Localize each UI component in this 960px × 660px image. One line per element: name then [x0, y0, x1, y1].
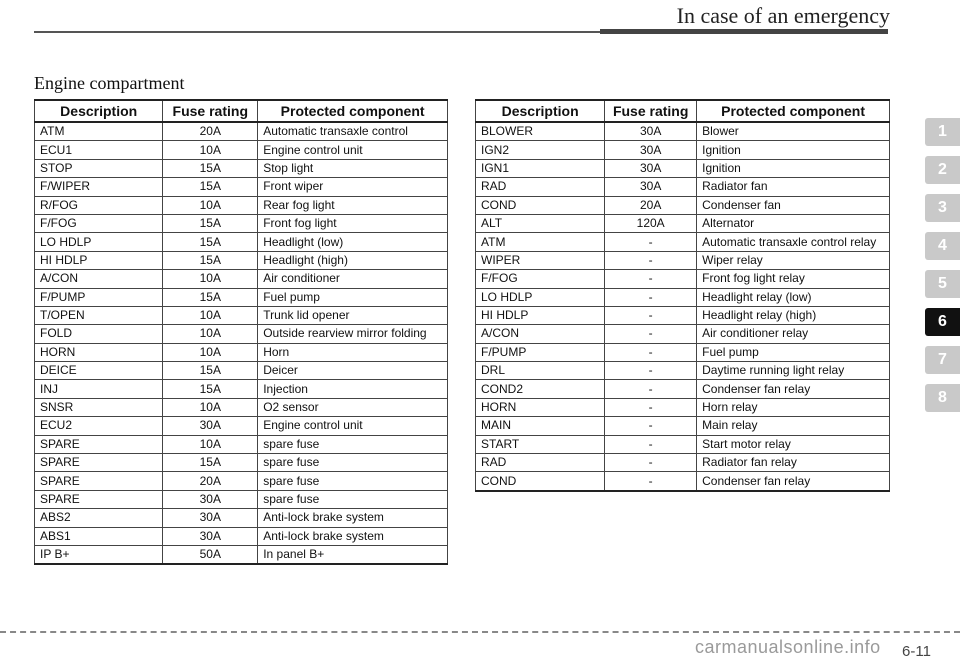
- component-cell: Fuel pump: [258, 288, 448, 306]
- description-cell: F/FOG: [35, 214, 163, 232]
- description-cell: HI HDLP: [476, 306, 605, 324]
- component-cell: spare fuse: [258, 490, 448, 508]
- rating-cell: 20A: [163, 122, 258, 141]
- rating-cell: 50A: [163, 545, 258, 564]
- fuse-table-right: [475, 99, 890, 492]
- component-cell: spare fuse: [258, 472, 448, 490]
- table-row: [35, 380, 448, 398]
- rating-cell: 30A: [605, 141, 697, 159]
- rating-cell: -: [605, 306, 697, 324]
- description-cell: A/CON: [476, 325, 605, 343]
- component-cell: Condenser fan relay: [697, 380, 890, 398]
- component-cell: Stop light: [258, 159, 448, 177]
- description-cell: SPARE: [35, 490, 163, 508]
- rating-cell: 30A: [163, 527, 258, 545]
- component-cell: Automatic transaxle control relay: [697, 233, 890, 251]
- rating-cell: 15A: [163, 159, 258, 177]
- table-row: [35, 214, 448, 232]
- component-cell: Engine control unit: [258, 417, 448, 435]
- component-cell: Condenser fan: [697, 196, 890, 214]
- description-cell: START: [476, 435, 605, 453]
- component-cell: Trunk lid opener: [258, 306, 448, 324]
- chapter-tab-8[interactable]: [925, 384, 960, 412]
- component-cell: spare fuse: [258, 454, 448, 472]
- table-row: [476, 288, 890, 306]
- column-header-description: Description: [476, 100, 605, 122]
- rating-cell: -: [605, 380, 697, 398]
- table-row: [35, 509, 448, 527]
- description-cell: LO HDLP: [476, 288, 605, 306]
- table-row: [476, 270, 890, 288]
- table-row: [476, 306, 890, 324]
- rating-cell: -: [605, 343, 697, 361]
- description-cell: WIPER: [476, 251, 605, 269]
- component-cell: Air conditioner: [258, 270, 448, 288]
- rating-cell: 15A: [163, 251, 258, 269]
- description-cell: F/PUMP: [35, 288, 163, 306]
- watermark: carmanualsonline.info: [695, 637, 881, 657]
- description-cell: DRL: [476, 362, 605, 380]
- table-row: [35, 343, 448, 361]
- table-row: [35, 362, 448, 380]
- table-row: [35, 270, 448, 288]
- component-cell: Start motor relay: [697, 435, 890, 453]
- description-cell: COND: [476, 472, 605, 491]
- rating-cell: -: [605, 270, 697, 288]
- component-cell: Headlight relay (high): [697, 306, 890, 324]
- rating-cell: 10A: [163, 343, 258, 361]
- description-cell: ECU2: [35, 417, 163, 435]
- description-cell: ABS1: [35, 527, 163, 545]
- description-cell: STOP: [35, 159, 163, 177]
- table-row: [476, 454, 890, 472]
- description-cell: HORN: [35, 343, 163, 361]
- chapter-tab-4[interactable]: [925, 232, 960, 260]
- component-cell: Anti-lock brake system: [258, 509, 448, 527]
- component-cell: Anti-lock brake system: [258, 527, 448, 545]
- description-cell: IGN1: [476, 159, 605, 177]
- table-row: [35, 288, 448, 306]
- rating-cell: 15A: [163, 288, 258, 306]
- component-cell: Horn: [258, 343, 448, 361]
- rating-cell: 15A: [163, 214, 258, 232]
- rating-cell: -: [605, 417, 697, 435]
- chapter-tab-label: 2: [938, 161, 947, 178]
- description-cell: COND: [476, 196, 605, 214]
- component-cell: Ignition: [697, 141, 890, 159]
- chapter-tab-6[interactable]: [925, 308, 960, 336]
- description-cell: F/PUMP: [476, 343, 605, 361]
- description-cell: R/FOG: [35, 196, 163, 214]
- description-cell: ABS2: [35, 509, 163, 527]
- table-row: [35, 472, 448, 490]
- table-row: [476, 214, 890, 232]
- component-cell: Main relay: [697, 417, 890, 435]
- column-header-description: Description: [35, 100, 163, 122]
- component-cell: Automatic transaxle control: [258, 122, 448, 141]
- column-header-rating: Fuse rating: [163, 100, 258, 122]
- description-cell: RAD: [476, 454, 605, 472]
- page-header-title: In case of an emergency: [676, 3, 890, 28]
- table-row: [476, 398, 890, 416]
- rating-cell: 20A: [163, 472, 258, 490]
- rating-cell: -: [605, 288, 697, 306]
- chapter-tab-label: 3: [938, 199, 947, 216]
- table-row: [476, 435, 890, 453]
- description-cell: SPARE: [35, 472, 163, 490]
- component-cell: Front fog light relay: [697, 270, 890, 288]
- table-row: [35, 398, 448, 416]
- table-row: [35, 545, 448, 564]
- description-cell: ATM: [476, 233, 605, 251]
- table-row: [476, 141, 890, 159]
- table-row: [476, 159, 890, 177]
- table-row: [476, 343, 890, 361]
- table-row: [476, 417, 890, 435]
- header-rule-accent: [600, 29, 888, 34]
- table-row: [35, 141, 448, 159]
- chapter-tab-label: 8: [938, 389, 947, 406]
- rating-cell: 15A: [163, 362, 258, 380]
- rating-cell: 15A: [163, 380, 258, 398]
- description-cell: SPARE: [35, 454, 163, 472]
- table-row: [35, 490, 448, 508]
- description-cell: COND2: [476, 380, 605, 398]
- table-row: [35, 178, 448, 196]
- table-row: [476, 233, 890, 251]
- component-cell: Alternator: [697, 214, 890, 232]
- chapter-tab-label: 4: [938, 237, 947, 254]
- rating-cell: 30A: [163, 417, 258, 435]
- table-row: [35, 251, 448, 269]
- table-row: [476, 122, 890, 141]
- table-row: [35, 527, 448, 545]
- table-row: [476, 251, 890, 269]
- rating-cell: 10A: [163, 435, 258, 453]
- chapter-tab-5[interactable]: [925, 270, 960, 298]
- rating-cell: -: [605, 454, 697, 472]
- description-cell: BLOWER: [476, 122, 605, 141]
- column-header-rating: Fuse rating: [605, 100, 697, 122]
- component-cell: Outside rearview mirror folding: [258, 325, 448, 343]
- component-cell: Radiator fan: [697, 178, 890, 196]
- table-row: [35, 306, 448, 324]
- rating-cell: -: [605, 325, 697, 343]
- description-cell: INJ: [35, 380, 163, 398]
- chapter-tab-7[interactable]: [925, 346, 960, 374]
- component-cell: O2 sensor: [258, 398, 448, 416]
- table-row: [476, 380, 890, 398]
- rating-cell: 15A: [163, 454, 258, 472]
- column-header-component: Protected component: [258, 100, 448, 122]
- table-row: [35, 417, 448, 435]
- table-row: [476, 325, 890, 343]
- component-cell: Condenser fan relay: [697, 472, 890, 491]
- table-row: [476, 472, 890, 491]
- description-cell: IGN2: [476, 141, 605, 159]
- rating-cell: 30A: [163, 490, 258, 508]
- chapter-tab-1[interactable]: [925, 118, 960, 146]
- rating-cell: 10A: [163, 325, 258, 343]
- rating-cell: 10A: [163, 196, 258, 214]
- description-cell: HORN: [476, 398, 605, 416]
- description-cell: FOLD: [35, 325, 163, 343]
- component-cell: Wiper relay: [697, 251, 890, 269]
- description-cell: IP B+: [35, 545, 163, 564]
- description-cell: F/FOG: [476, 270, 605, 288]
- rating-cell: 15A: [163, 178, 258, 196]
- component-cell: Injection: [258, 380, 448, 398]
- table-row: [35, 122, 448, 141]
- rating-cell: -: [605, 362, 697, 380]
- description-cell: SNSR: [35, 398, 163, 416]
- description-cell: F/WIPER: [35, 178, 163, 196]
- rating-cell: 30A: [163, 509, 258, 527]
- rating-cell: 120A: [605, 214, 697, 232]
- chapter-tab-3[interactable]: [925, 194, 960, 222]
- description-cell: MAIN: [476, 417, 605, 435]
- component-cell: Front fog light: [258, 214, 448, 232]
- rating-cell: -: [605, 435, 697, 453]
- table-row: [35, 233, 448, 251]
- description-cell: LO HDLP: [35, 233, 163, 251]
- rating-cell: -: [605, 233, 697, 251]
- rating-cell: 10A: [163, 306, 258, 324]
- section-title: Engine compartment: [34, 73, 185, 93]
- description-cell: ATM: [35, 122, 163, 141]
- rating-cell: -: [605, 398, 697, 416]
- column-header-component: Protected component: [697, 100, 890, 122]
- fuse-table-left: [34, 99, 448, 565]
- rating-cell: 10A: [163, 398, 258, 416]
- chapter-tab-label: 7: [938, 351, 947, 368]
- component-cell: Ignition: [697, 159, 890, 177]
- component-cell: Air conditioner relay: [697, 325, 890, 343]
- rating-cell: 30A: [605, 159, 697, 177]
- chapter-tab-label: 5: [938, 275, 947, 292]
- rating-cell: 20A: [605, 196, 697, 214]
- rating-cell: -: [605, 251, 697, 269]
- rating-cell: 30A: [605, 122, 697, 141]
- table-row: [476, 196, 890, 214]
- description-cell: A/CON: [35, 270, 163, 288]
- table-row: [35, 454, 448, 472]
- component-cell: Horn relay: [697, 398, 890, 416]
- description-cell: ECU1: [35, 141, 163, 159]
- table-row: [476, 178, 890, 196]
- component-cell: Headlight relay (low): [697, 288, 890, 306]
- description-cell: T/OPEN: [35, 306, 163, 324]
- component-cell: Headlight (high): [258, 251, 448, 269]
- page-number: 6-11: [902, 643, 931, 660]
- component-cell: spare fuse: [258, 435, 448, 453]
- component-cell: Blower: [697, 122, 890, 141]
- component-cell: Deicer: [258, 362, 448, 380]
- description-cell: SPARE: [35, 435, 163, 453]
- rating-cell: 10A: [163, 141, 258, 159]
- rating-cell: -: [605, 472, 697, 491]
- rating-cell: 30A: [605, 178, 697, 196]
- component-cell: Front wiper: [258, 178, 448, 196]
- description-cell: DEICE: [35, 362, 163, 380]
- rating-cell: 15A: [163, 233, 258, 251]
- footer-divider: [0, 631, 960, 633]
- rating-cell: 10A: [163, 270, 258, 288]
- description-cell: RAD: [476, 178, 605, 196]
- chapter-tab-label: 6: [938, 313, 947, 330]
- description-cell: HI HDLP: [35, 251, 163, 269]
- component-cell: Radiator fan relay: [697, 454, 890, 472]
- table-row: [476, 362, 890, 380]
- chapter-tab-2[interactable]: [925, 156, 960, 184]
- component-cell: Engine control unit: [258, 141, 448, 159]
- table-row: [35, 196, 448, 214]
- component-cell: In panel B+: [258, 545, 448, 564]
- component-cell: Fuel pump: [697, 343, 890, 361]
- chapter-tab-label: 1: [938, 123, 947, 140]
- table-row: [35, 435, 448, 453]
- component-cell: Rear fog light: [258, 196, 448, 214]
- component-cell: Daytime running light relay: [697, 362, 890, 380]
- table-row: [35, 325, 448, 343]
- description-cell: ALT: [476, 214, 605, 232]
- component-cell: Headlight (low): [258, 233, 448, 251]
- table-row: [35, 159, 448, 177]
